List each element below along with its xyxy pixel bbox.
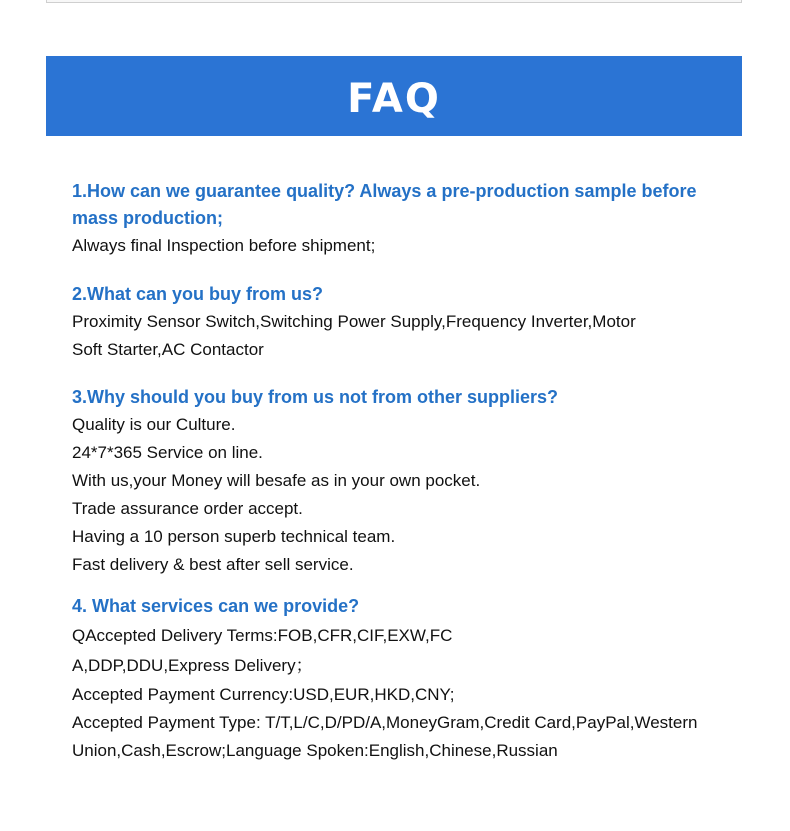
faq-question: 4. What services can we provide? <box>72 596 360 616</box>
faq-answer: Accepted Payment Type: T/T,L/C,D/PD/A,MoneyGram,Credit Card,PayPal,Western <box>72 713 698 732</box>
faq-answer: Always final Inspection before shipment; <box>72 236 376 255</box>
faq-answer: Quality is our Culture. <box>72 415 236 434</box>
top-divider <box>46 0 742 3</box>
faq-question: mass production; <box>72 208 224 228</box>
faq-title: FAQ <box>347 76 441 122</box>
faq-answer: Union,Cash,Escrow;Language Spoken:English,Chinese,Russian <box>72 741 558 760</box>
faq-item-4 <box>72 593 732 765</box>
faq-answer: 24*7*365 Service on line. <box>72 443 263 462</box>
faq-banner <box>46 56 742 136</box>
faq-question: 3.Why should you buy from us not from other suppliers? <box>72 387 559 407</box>
faq-answer: With us,your Money will besafe as in your own pocket. <box>72 471 481 490</box>
faq-answer: Soft Starter,AC Contactor <box>72 340 264 359</box>
faq-answer: QAccepted Delivery Terms:FOB,CFR,CIF,EXW,FC <box>72 626 453 645</box>
faq-item-3 <box>72 384 732 579</box>
faq-item-1 <box>72 178 732 260</box>
faq-answer: A,DDP,DDU,Express Delivery； <box>72 656 313 675</box>
faq-answer: Trade assurance order accept. <box>72 499 303 518</box>
faq-answer: Having a 10 person superb technical team. <box>72 527 396 546</box>
faq-question: 1.How can we guarantee quality? Always a pre-production sample before <box>72 181 697 201</box>
faq-question: 2.What can you buy from us? <box>72 284 324 304</box>
faq-item-2 <box>72 281 732 364</box>
faq-answer: Proximity Sensor Switch,Switching Power Supply,Frequency Inverter,Motor <box>72 312 636 331</box>
faq-answer: Accepted Payment Currency:USD,EUR,HKD,CNY; <box>72 685 455 704</box>
faq-answer: Fast delivery & best after sell service. <box>72 555 354 574</box>
